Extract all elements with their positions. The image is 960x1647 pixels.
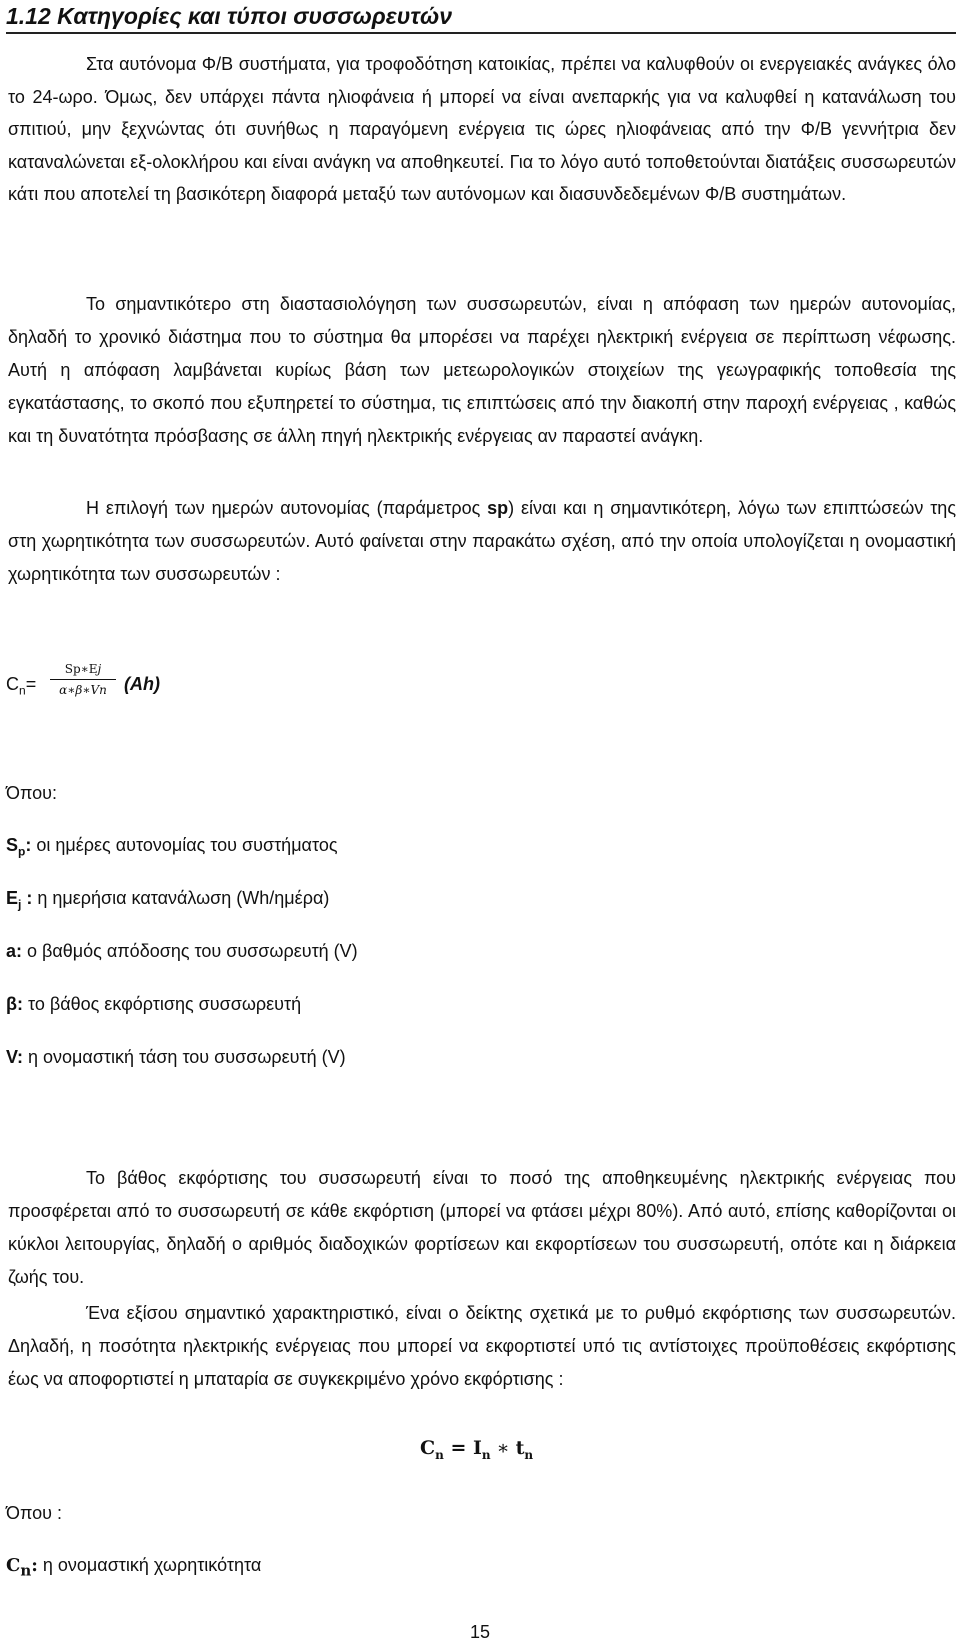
paragraph-autonomy-days: Το σημαντικότερο στη διαστασιολόγηση των συσσωρευτών, είναι η απόφαση των ημερών αυτονομίας, δηλαδή το χρονικό διάστημα που το σύστημα θα μπορέσει να παρέχει ηλεκτρική ενέργεια σε περίπτωση νέφωσης. Αυτή η απόφαση λαμβάνεται κυρίως βάση των μετεωρολογικών στοιχείων της γεωγραφικής τοποθεσία της εγκατάστασης, το σκοπό που εξυπηρετεί το σύστημα, τις επιπτώσεις από την διακοπή στην παροχή ενέργειας , καθώς και τη δυνατότητα πρόσβασης σε άλλη πηγή ηλεκτρικής ενέργειας αν παραστεί ανάγκη. [8,294,956,446]
formula-numerator: Sp∗E𝑗 [50,662,116,680]
definition-text: η ονομαστική τάση του συσσωρευτή (V) [23,1047,346,1067]
paragraph-depth-of-discharge: Το βάθος εκφόρτισης του συσσωρευτή είναι το ποσό της αποθηκευμένης ηλεκτρικής ενέργειας που προσφέρεται από το συσσωρευτή σε κάθε εκφόρτιση (μπορεί να φτάσει μέχρι 80%). Από αυτό, επίσης καθορίζονται οι κύκλοι λειτουργίας, δηλαδή ο αριθμός διαδοχικών φορτίσεων και εκφορτίσεων του συσσωρευτή, οπότε και η διάρκεια ζωής του. [8,1168,956,1287]
formula-symbol-t: t [515,1437,525,1459]
formula-fraction [50,662,116,697]
definition-text: η ονομαστική χωρητικότητα [37,1555,262,1575]
symbol-base: E [6,888,19,908]
definition-a [6,941,358,962]
definition-symbol [6,1555,38,1580]
symbol-base: S [6,835,19,855]
formula-symbol-c: C [6,674,19,694]
definition-text: ο βαθμός απόδοσης του συσσωρευτή (V) [22,941,358,961]
paragraph-autonomy-parameter [8,492,956,591]
formula-equals: = [25,674,37,694]
paragraph-autonomous-systems: Στα αυτόνομα Φ/Β συστήματα, για τροφοδότηση κατοικίας, πρέπει να καλυφθούν οι ενεργειακές ανάγκες όλο το 24-ωρο. Όμως, δεν υπάρχει πάντα ηλιοφάνεια ή μπορεί να είναι ανεπαρκής για να καλυφθεί η κατανάλωση του σπιτιού, μην ξεχνώντας ότι συνήθως η παραγόμενη ενέργεια τις ώρες ηλιοφάνειας από την Φ/Β γεννήτρια δεν καταναλώνεται εξ-ολοκλήρου και είναι ανάγκη να αποθηκευτεί. Για το λόγο αυτό τοποθετούνται διατάξεις συσσωρευτών κάτι που αποτελεί τη βασικότερη διαφορά μεταξύ των αυτόνομων και διασυνδεδεμένων Φ/Β συστημάτων. [8,54,956,204]
formula-subscript: n [435,1447,444,1462]
formula-equals: = [443,1437,474,1459]
symbol-subscript: p [18,844,26,859]
formula-symbol-c: C [420,1437,436,1459]
definition-symbol: a: [6,941,23,961]
formula-lhs [6,674,36,698]
where-label: Όπου: [6,783,57,803]
formula-subscript: n [481,1447,491,1462]
symbol-colon: : [31,1555,38,1576]
formula-unit: (Ah) [124,674,160,694]
symbol-colon: : [21,888,33,908]
formula-subscript: n [524,1447,534,1462]
paragraph-discharge-rate: Ένα εξίσου σημαντικό χαρακτηριστικό, είναι ο δείκτης σχετικά με το ρυθμό εκφόρτισης των συσσωρευτών. Δηλαδή, η ποσότητα ηλεκτρικής ενέργειας που μπορεί να εκφορτιστεί υπό τις αντίστοιχες προϋποθέσεις εκφόρτισης έως να αποφορτιστεί η μπαταρία σε συγκεκριμένο χρόνο εκφόρτισης : [8,1303,956,1389]
formula-denominator: 𝛼∗𝛽∗𝑉𝑛 [59,683,107,697]
symbol-colon: : [25,835,32,855]
paragraph-text: Η επιλογή των ημερών αυτονομίας (παράμετρος [86,498,488,518]
definition-symbol [6,835,32,859]
paragraph-text: ) είναι και η σημαντικότερη, λόγω των επιπτώσεών της στη χωρητικότητα των συσσωρευτών. Αυτό φαίνεται στην παρακάτω σχέση, από την οποία υπολογίζεται η ονομαστική χωρητικότητα των συσσωρευτών : [8,498,956,584]
section-heading: 1.12 Κατηγορίες και τύποι συσσωρευτών [6,2,956,34]
definition-text: η ημερήσια κατανάλωση (Wh/ημέρα) [32,888,330,908]
definition-v [6,1047,346,1068]
parameter-sp: sp [487,498,509,518]
definition-sp [6,835,338,859]
discharge-formula [420,1437,533,1462]
symbol-subscript: j [18,897,22,912]
symbol-base: C [6,1555,21,1576]
definition-cn [6,1555,261,1580]
definition-symbol: β: [6,994,23,1014]
formula-subscript-n: n [19,683,26,698]
formula-symbol-i: I [473,1437,482,1459]
symbol-subscript: n [20,1561,32,1580]
definition-symbol [6,888,33,912]
where-label: Όπου : [6,1503,62,1523]
definition-text: το βάθος εκφόρτισης συσσωρευτή [22,994,302,1014]
formula-operator: ∗ [490,1437,516,1459]
definition-b [6,994,301,1015]
page-number: 15 [469,1622,491,1642]
definition-ej [6,888,329,912]
definition-symbol: V: [6,1047,24,1067]
definition-text: οι ημέρες αυτονομίας του συστήματος [31,835,338,855]
